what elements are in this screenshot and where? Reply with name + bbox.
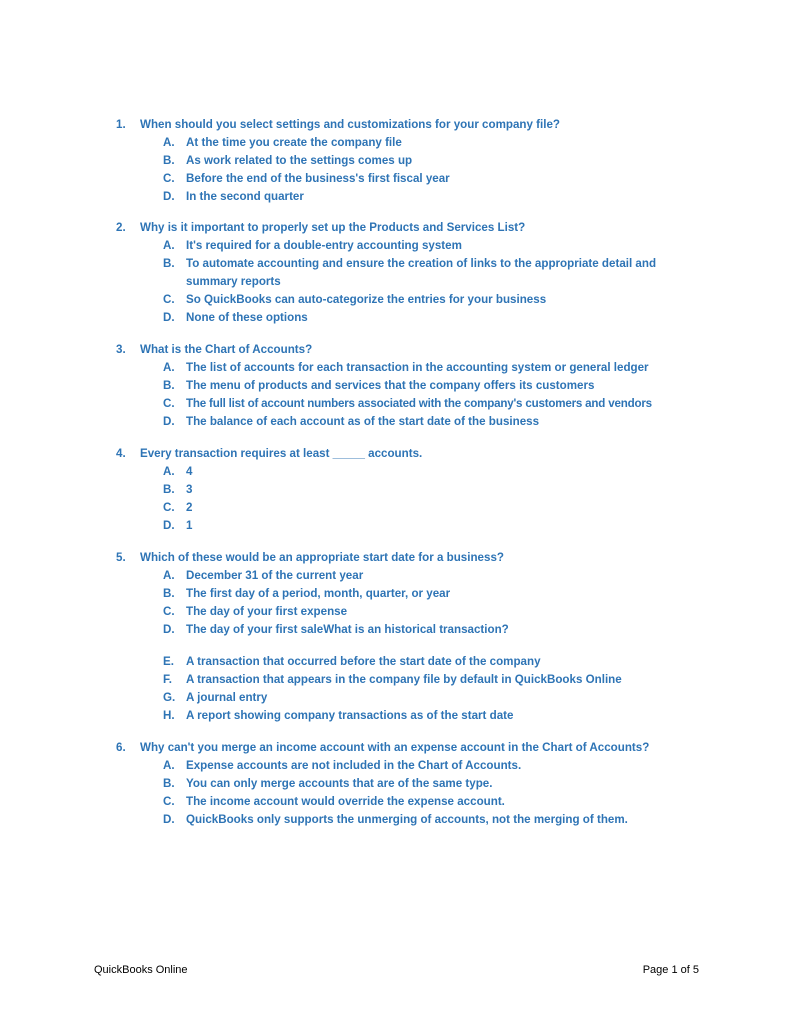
option-text: None of these options (186, 311, 308, 324)
option-letter: D. (163, 813, 175, 826)
option-letter: A. (163, 569, 175, 582)
option-text: A journal entry (186, 691, 268, 704)
option-text: The day of your first expense (186, 605, 348, 618)
option-letter: B. (163, 257, 175, 270)
option-text: You can only merge accounts that are of the same type. (186, 777, 493, 790)
option-text: To automate accounting and ensure the creation of links to the appropriate detail and summary reports (186, 257, 657, 288)
option-text: At the time you create the company file (186, 136, 402, 149)
option-text: Before the end of the business's first fiscal year (186, 172, 450, 185)
option-letter: D. (163, 311, 175, 324)
option-letter: C. (163, 605, 175, 618)
option-letter: A. (163, 136, 175, 149)
question-text: What is the Chart of Accounts? (140, 343, 313, 356)
option-letter: D. (163, 190, 175, 203)
option-text: The income account would override the expense account. (186, 795, 505, 808)
question-text: When should you select settings and customizations for your company file? (140, 118, 561, 131)
option-text: December 31 of the current year (186, 569, 364, 582)
option-letter: D. (163, 623, 175, 636)
option-letter: B. (163, 483, 175, 496)
option-text: The first day of a period, month, quarter, or year (186, 587, 451, 600)
option-text: A report showing company transactions as of the start date (186, 709, 514, 722)
option-letter: A. (163, 361, 175, 374)
option-text: A transaction that occurred before the start date of the company (186, 655, 541, 668)
option-text: 3 (186, 483, 193, 496)
question-number: 1. (116, 118, 126, 131)
question-number: 4. (116, 447, 126, 460)
option-text: So QuickBooks can auto-categorize the entries for your business (186, 293, 547, 306)
option-letter: C. (163, 397, 175, 410)
option-text: The balance of each account as of the start date of the business (186, 415, 540, 428)
page-number: Page 1 of 5 (642, 964, 699, 976)
option-letter: B. (163, 379, 175, 392)
question-text: Which of these would be an appropriate start date for a business? (140, 551, 504, 564)
option-letter: C. (163, 795, 175, 808)
option-text: A transaction that appears in the company file by default in QuickBooks Online (186, 673, 622, 686)
option-text: As work related to the settings comes up (186, 154, 413, 167)
option-letter: D. (163, 519, 175, 532)
question-number: 2. (116, 221, 126, 234)
option-text: QuickBooks only supports the unmerging of accounts, not the merging of them. (186, 813, 628, 826)
option-text: Expense accounts are not included in the Chart of Accounts. (186, 759, 522, 772)
option-letter: H. (163, 709, 175, 722)
question-text: Every transaction requires at least _____ accounts. (140, 447, 423, 460)
question-text: Why can't you merge an income account with an expense account in the Chart of Accounts? (140, 741, 650, 754)
option-letter: A. (163, 465, 175, 478)
option-letter: C. (163, 293, 175, 306)
option-letter: A. (163, 239, 175, 252)
option-letter: B. (163, 154, 175, 167)
question-number: 5. (116, 551, 126, 564)
option-letter: G. (163, 691, 176, 704)
option-text: In the second quarter (186, 190, 304, 203)
option-text: It's required for a double-entry accounting system (186, 239, 462, 252)
question-text: Why is it important to properly set up the Products and Services List? (140, 221, 526, 234)
option-text: The full list of account numbers associated with the company's customers and vendors (186, 397, 652, 410)
question-number: 3. (116, 343, 126, 356)
option-text: 1 (186, 519, 193, 532)
option-letter: C. (163, 501, 175, 514)
option-letter: B. (163, 777, 175, 790)
option-letter: D. (163, 415, 175, 428)
option-letter: C. (163, 172, 175, 185)
option-letter: F. (163, 673, 173, 686)
option-text: 4 (186, 465, 193, 478)
option-text: 2 (186, 501, 193, 514)
option-text: The day of your first saleWhat is an historical transaction? (186, 623, 509, 636)
option-letter: A. (163, 759, 175, 772)
footer-title: QuickBooks Online (94, 964, 188, 976)
question-number: 6. (116, 741, 126, 754)
option-text: The list of accounts for each transaction in the accounting system or general ledger (186, 361, 649, 374)
option-text: The menu of products and services that the company offers its customers (186, 379, 595, 392)
option-letter: E. (163, 655, 174, 668)
option-letter: B. (163, 587, 175, 600)
